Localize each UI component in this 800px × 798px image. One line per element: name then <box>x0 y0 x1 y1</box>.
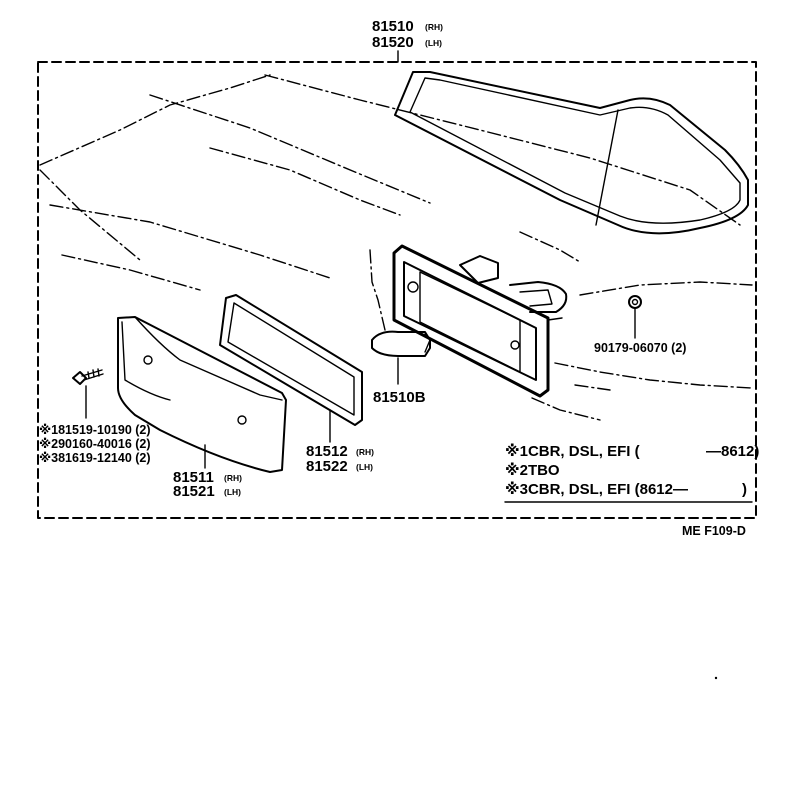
svg-text:(LH): (LH) <box>425 38 442 48</box>
svg-text:※181519-10190 (2): ※181519-10190 (2) <box>39 423 151 437</box>
lens-part-number <box>173 469 242 500</box>
bulb-part-number: 81510B <box>373 389 426 406</box>
screw <box>73 369 103 384</box>
svg-text:(LH): (LH) <box>356 462 373 472</box>
svg-text:※3CBR, DSL, EFI (8612—: ※3CBR, DSL, EFI (8612— <box>505 481 688 498</box>
screw-part-numbers <box>39 423 151 465</box>
gasket <box>220 295 362 425</box>
svg-text:(RH): (RH) <box>425 22 443 32</box>
lamp-housing <box>394 246 566 396</box>
svg-text:※381619-12140 (2): ※381619-12140 (2) <box>39 451 151 465</box>
svg-text:81510: 81510 <box>372 18 414 35</box>
assembly-label <box>372 18 443 51</box>
svg-text:81521: 81521 <box>173 483 215 500</box>
svg-text:81511: 81511 <box>173 469 214 486</box>
application-notes <box>505 442 759 498</box>
svg-text:(LH): (LH) <box>224 487 241 497</box>
svg-text:): ) <box>742 481 747 498</box>
nut-part-number: 90179-06070 (2) <box>594 341 687 355</box>
svg-text:※2TBO: ※2TBO <box>505 462 560 479</box>
svg-text:81522: 81522 <box>306 458 348 475</box>
svg-text:※1CBR, DSL, EFI (: ※1CBR, DSL, EFI ( <box>505 443 640 460</box>
svg-text:(RH): (RH) <box>224 473 242 483</box>
figure-code: ME F109-D <box>682 524 746 538</box>
vehicle-body-outline <box>40 75 752 420</box>
svg-text:(RH): (RH) <box>356 447 374 457</box>
svg-text:※290160-40016 (2): ※290160-40016 (2) <box>39 437 151 451</box>
svg-text:81520: 81520 <box>372 34 414 51</box>
svg-text:81512: 81512 <box>306 443 348 460</box>
svg-text:—8612): —8612) <box>706 443 760 460</box>
gasket-part-number <box>306 443 374 475</box>
stray-dot <box>715 677 717 679</box>
nut <box>629 296 641 308</box>
